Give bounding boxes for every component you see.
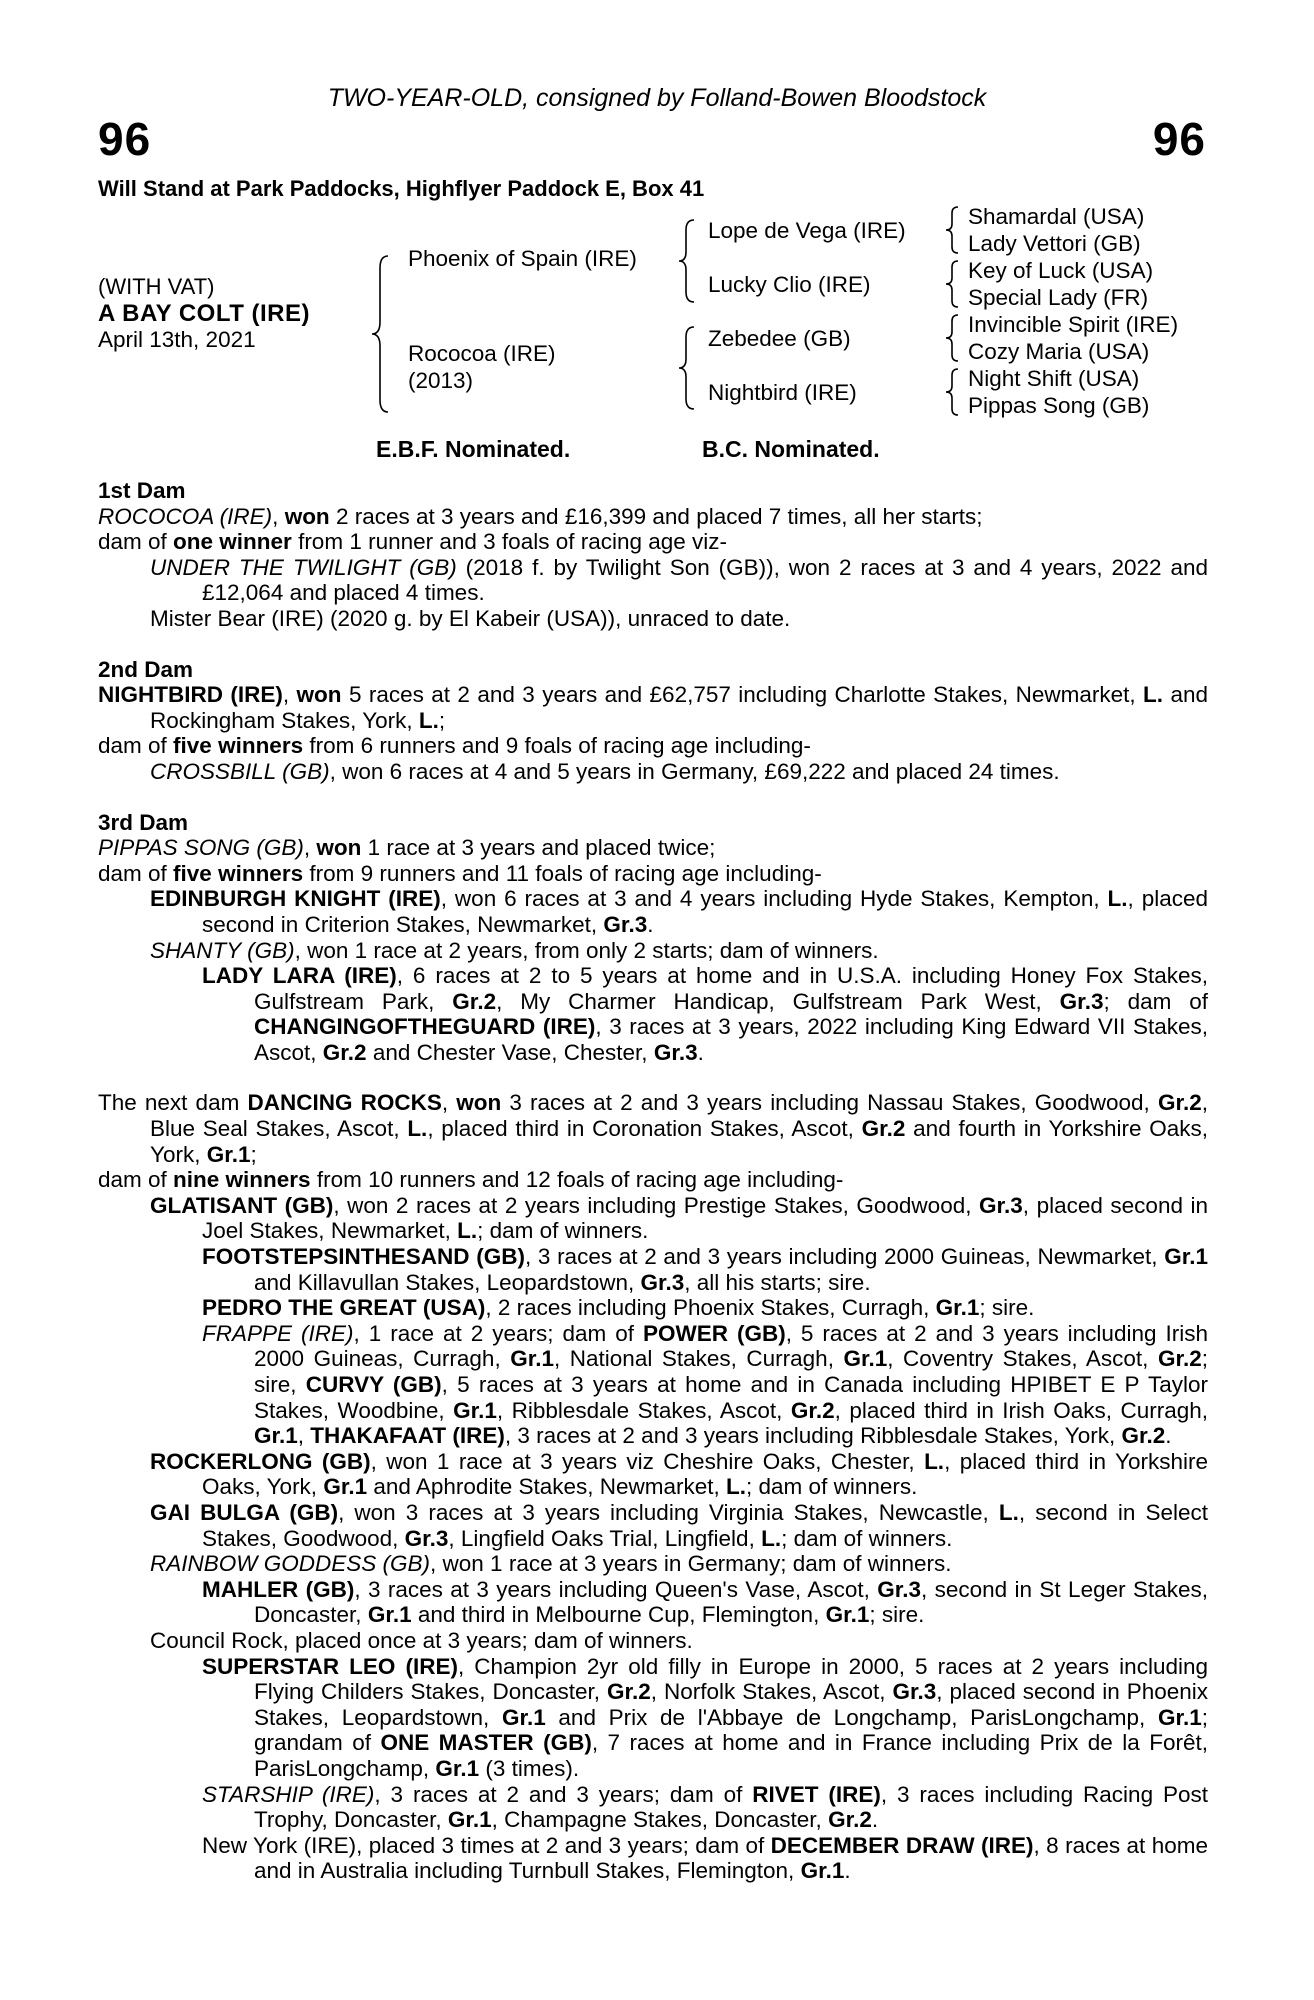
text: , 3 races at 3 years, 2022 including King Edward VII Stakes, Ascot, <box>254 1014 1208 1065</box>
grade: L. <box>726 1474 747 1500</box>
grade: Gr.1 <box>800 1858 845 1884</box>
text: , won 6 races at 3 and 4 years including Hyde Stakes, Kempton, <box>440 886 1108 912</box>
text: , won 1 race at 3 years viz Cheshire Oaks, Chester, <box>370 1448 925 1474</box>
grade: Gr.1 <box>843 1346 888 1372</box>
grade: Gr.3 <box>603 911 648 937</box>
text: , Ribblesdale Stakes, Ascot, <box>496 1397 791 1423</box>
third-dam-heading: 3rd Dam <box>98 809 189 835</box>
grade: Gr.1 <box>367 1602 412 1628</box>
first-dam-record: ROCOCOA (IRE), won 2 races at 3 years and £16,399 and placed 7 times, all her starts; <box>98 503 983 529</box>
progeny-name: EDINBURGH KNIGHT (IRE) <box>150 886 441 912</box>
text: , placed second in Joel Stakes, Newmarket, <box>202 1192 1209 1244</box>
text: , 7 races at home and in France including Prix de la Forêt, ParisLongchamp, <box>254 1730 1208 1781</box>
text: (2018 f. by Twilight Son (GB)), won 2 races at 3 and 4 years, 2022 and £12,064 and placed 4 times. <box>202 554 1208 606</box>
won-label: won <box>296 682 342 708</box>
ebf-nominated: E.B.F. Nominated. <box>376 436 571 462</box>
grade: L. <box>418 707 439 733</box>
text: , 6 races at 2 to 5 years at home and in U.S.A. including Honey Fox Stakes, Gulfstream Park, <box>254 963 1208 1014</box>
granddam-2: Special Lady (FR) <box>968 285 1149 310</box>
third-dam-name: PIPPAS SONG (GB) <box>98 835 304 861</box>
won-label: won <box>284 503 330 529</box>
grade: Gr.1 <box>323 1474 368 1500</box>
grade: Gr.1 <box>825 1602 870 1628</box>
granddam-4: Pippas Song (GB) <box>968 393 1150 418</box>
text: , Blue Seal Stakes, Ascot, <box>150 1090 1208 1142</box>
text: The next dam <box>98 1090 248 1116</box>
text: from 9 runners and 11 foals of racing age including- <box>303 860 822 886</box>
progeny-name: MAHLER (GB) <box>202 1576 355 1602</box>
granddam-3: Cozy Maria (USA) <box>968 339 1150 364</box>
first-dam-heading: 1st Dam <box>98 478 186 503</box>
pedigree-brace-dam <box>676 325 698 411</box>
won-label: won <box>316 835 362 861</box>
text: ; <box>250 1141 257 1167</box>
progeny-name: GLATISANT (GB) <box>150 1192 334 1218</box>
produce-rockerlong <box>98 1449 1208 1500</box>
produce-starship <box>98 1782 1208 1833</box>
produce-rainbow-goddess <box>98 1551 1208 1577</box>
grade: L. <box>761 1525 782 1551</box>
next-dam-record: The next dam DANCING ROCKS, won 3 races at 2 and 3 years including Nassau Stakes, Goodwood, Gr.2, Blue Seal Stakes, Ascot, L., placed third in Coronation Stakes, Ascot, Gr.2 and fourth in Yorkshire Oaks, York, Gr.1; <box>98 1090 1209 1167</box>
grade: Gr.2 <box>790 1397 835 1423</box>
grade: L. <box>1107 886 1128 912</box>
grade: Gr.2 <box>322 1039 367 1065</box>
lot-number-right: 96 <box>1152 113 1206 165</box>
dam-name: Rococoa (IRE) <box>408 341 556 366</box>
text: , My Charmer Handicap, Gulfstream Park West, <box>496 988 1060 1014</box>
progeny-name: SUPERSTAR LEO (IRE) <box>202 1653 458 1679</box>
lot-number-left: 96 <box>98 113 152 165</box>
text: ; <box>438 707 446 733</box>
grade: Gr.2 <box>606 1679 651 1705</box>
pedigree-brace-main <box>368 254 394 414</box>
pedigree-brace-g3 <box>944 313 960 363</box>
text: , won 2 races at 2 years including Prestige Stakes, Goodwood, <box>333 1192 980 1218</box>
text: , Lingfield Oaks Trial, Lingfield, <box>448 1525 762 1551</box>
text: and Rockingham Stakes, York, <box>150 682 1208 733</box>
text: , Coventry Stakes, Ascot, <box>887 1346 1158 1372</box>
text: , 3 races at 2 and 3 years; dam of <box>374 1781 753 1807</box>
text: dam of <box>98 733 174 759</box>
first-dam-name: ROCOCOA (IRE) <box>98 503 273 529</box>
catalogue-body <box>98 478 1208 1884</box>
winner-count: five winners <box>173 733 304 759</box>
third-dam-produce-2 <box>98 938 1208 964</box>
grade: L. <box>407 1116 428 1142</box>
text: and Killavullan Stakes, Leopardstown, <box>254 1269 641 1295</box>
text: , second in St Leger Stakes, Doncaster, <box>254 1576 1209 1628</box>
third-dam-record: PIPPAS SONG (GB), won 1 race at 3 years and placed twice; <box>98 835 716 861</box>
text: , 8 races at home and in Australia including Turnbull Stakes, Flemington, <box>254 1832 1208 1884</box>
text: and Aphrodite Stakes, Newmarket, <box>367 1474 727 1500</box>
grade: Gr.2 <box>1121 1423 1166 1449</box>
text: , won 1 race at 2 years, from only 2 starts; dam of winners. <box>294 937 879 963</box>
bc-nominated: B.C. Nominated. <box>702 436 880 462</box>
grade: Gr.1 <box>435 1755 480 1781</box>
text: , 1 race at 2 years; dam of <box>353 1320 643 1346</box>
text: and third in Melbourne Cup, Flemington, <box>411 1602 826 1628</box>
produce-frappe <box>98 1321 1208 1449</box>
text: ; dam of winners. <box>746 1474 918 1500</box>
grade: Gr.3 <box>640 1269 685 1295</box>
progeny-name: PEDRO THE GREAT (USA) <box>202 1295 486 1321</box>
text: (3 times). <box>479 1755 580 1781</box>
text: , all his starts; sire. <box>684 1269 871 1295</box>
third-dam-grandproduce-1 <box>98 963 1208 1065</box>
produce-council-rock: Council Rock, placed once at 3 years; dam of winners. <box>150 1627 693 1653</box>
winner-count: five winners <box>173 860 304 886</box>
grandsire-4: Night Shift (USA) <box>968 366 1140 391</box>
progeny-name: CHANGINGOFTHEGUARD (IRE) <box>254 1014 596 1040</box>
produce-glatisant <box>98 1193 1208 1244</box>
text: from 10 runners and 12 foals of racing age including- <box>310 1167 844 1193</box>
grade: L. <box>457 1218 478 1244</box>
progeny-name: SHANTY (GB) <box>150 937 295 963</box>
grade: Gr.2 <box>861 1116 906 1142</box>
vat-note: (WITH VAT) <box>98 274 215 299</box>
text: ; dam of winners. <box>477 1218 649 1244</box>
progeny-name: FRAPPE (IRE) <box>202 1320 354 1346</box>
grade: Gr.1 <box>254 1423 298 1449</box>
sire-sire-name: Lope de Vega (IRE) <box>708 218 906 243</box>
text: ; grandam of <box>254 1704 1208 1756</box>
text: ; dam of <box>1103 988 1208 1014</box>
grandsire-2: Key of Luck (USA) <box>968 258 1154 283</box>
second-dam-record: NIGHTBIRD (IRE), won 5 races at 2 and 3 years and £62,757 including Charlotte Stakes, Newmarket, L. and Rockingham Stakes, York, L.; <box>98 682 1208 733</box>
text: . <box>1165 1423 1172 1449</box>
grade: Gr.3 <box>653 1039 698 1065</box>
text: New York (IRE), placed 3 times at 2 and 3 years; dam of <box>202 1832 771 1858</box>
text: , won 3 races at 3 years including Virginia Stakes, Newcastle, <box>338 1499 999 1525</box>
grade: Gr.2 <box>452 988 497 1014</box>
consignment-line: TWO-YEAR-OLD, consigned by Folland-Bowen Bloodstock <box>327 84 987 112</box>
text: , won 6 races at 4 and 5 years in Germany, £69,222 and placed 24 times. <box>329 758 1060 784</box>
pedigree-brace-g4 <box>944 367 960 417</box>
progeny-name: POWER (GB) <box>642 1320 786 1346</box>
grade: L. <box>1143 682 1164 708</box>
progeny-name: ROCKERLONG (GB) <box>150 1448 371 1474</box>
grandsire-3: Invincible Spirit (IRE) <box>968 312 1179 337</box>
grade: Gr.1 <box>1164 1244 1208 1270</box>
first-dam-produce-1 <box>98 555 1208 606</box>
progeny-name: CROSSBILL (GB) <box>150 758 330 784</box>
produce-superstar-leo <box>98 1654 1208 1782</box>
third-dam-produce-summary <box>98 861 1208 887</box>
text: dam of <box>98 529 174 555</box>
text: 2 races at 3 years and £16,399 and placed 7 times, all her starts; <box>329 503 983 529</box>
produce-mahler <box>98 1577 1208 1628</box>
won-label: won <box>456 1090 502 1116</box>
progeny-name: GAI BULGA (GB) <box>150 1499 339 1525</box>
text: , second in Select Stakes, Goodwood, <box>202 1499 1209 1551</box>
text: , Norfolk Stakes, Ascot, <box>650 1679 893 1705</box>
text: ; sire. <box>979 1295 1035 1321</box>
progeny-name: THAKAFAAT (IRE) <box>310 1423 505 1449</box>
text: , placed third in Irish Oaks, Curragh, <box>834 1397 1209 1423</box>
grade: Gr.2 <box>1157 1090 1202 1116</box>
text: , won 1 race at 3 years in Germany; dam of winners. <box>430 1551 952 1577</box>
dam-year: (2013) <box>408 368 474 393</box>
grade: Gr.1 <box>447 1807 492 1833</box>
winner-count: nine winners <box>173 1167 311 1193</box>
grade: Gr.1 <box>501 1704 546 1730</box>
progeny-name: LADY LARA (IRE) <box>202 963 397 989</box>
first-dam-produce-2: Mister Bear (IRE) (2020 g. by El Kabeir (USA)), unraced to date. <box>150 605 791 631</box>
grade: Gr.3 <box>404 1525 449 1551</box>
granddam-1: Lady Vettori (GB) <box>968 231 1141 256</box>
first-dam-produce-summary <box>98 529 1208 555</box>
text: from 1 runner and 3 foals of racing age viz- <box>291 529 728 555</box>
second-dam-produce-1 <box>98 759 1208 785</box>
text: ; sire. <box>869 1602 925 1628</box>
text: , placed second in Criterion Stakes, Newmarket, <box>202 886 1208 937</box>
progeny-name: UNDER THE TWILIGHT (GB) <box>150 554 457 580</box>
second-dam-produce-summary <box>98 733 1208 759</box>
text: . <box>697 1039 704 1065</box>
grade: Gr.3 <box>1059 988 1104 1014</box>
grade: Gr.1 <box>206 1141 251 1167</box>
text: , 3 races at 2 and 3 years including 2000 Guineas, Newmarket, <box>524 1244 1165 1270</box>
produce-new-york <box>98 1833 1208 1884</box>
text: 5 races at 2 and 3 years and £62,757 including Charlotte Stakes, Newmarket, <box>341 682 1144 708</box>
text: , placed third in Coronation Stakes, Ascot, <box>427 1116 862 1142</box>
grandsire-1: Shamardal (USA) <box>968 204 1145 229</box>
text: , National Stakes, Curragh, <box>554 1346 844 1372</box>
grade: Gr.3 <box>892 1679 937 1705</box>
text: and Chester Vase, Chester, <box>366 1039 654 1065</box>
text: , 3 races including Racing Post Trophy, Doncaster, <box>254 1781 1208 1833</box>
text: and Prix de l'Abbaye de Longchamp, ParisLongchamp, <box>545 1704 1158 1730</box>
dam-sire-name: Zebedee (GB) <box>708 326 851 351</box>
next-dam-produce-summary <box>98 1167 1208 1193</box>
grade: Gr.3 <box>979 1192 1023 1218</box>
winner-count: one winner <box>173 529 292 555</box>
text: , 5 races at 2 and 3 years including Irish 2000 Guineas, Curragh, <box>254 1320 1208 1372</box>
text: . <box>647 911 654 937</box>
text: , 3 races at 3 years including Queen's Vase, Ascot, <box>354 1576 878 1602</box>
grade: L. <box>998 1499 1019 1525</box>
progeny-name: FOOTSTEPSINTHESAND (GB) <box>202 1244 525 1270</box>
produce-gai-bulga <box>98 1500 1208 1551</box>
sire-dam-name: Lucky Clio (IRE) <box>708 272 871 297</box>
pedigree-brace-sire <box>676 218 698 304</box>
dam-dam-name: Nightbird (IRE) <box>708 380 857 405</box>
text: ; sire, <box>254 1346 1208 1397</box>
text: , Champion 2yr old filly in Europe in 2000, 5 races at 2 years including Flying Childers Stakes, Doncaster, <box>254 1653 1208 1705</box>
grade: Gr.3 <box>877 1576 921 1602</box>
grade: Gr.1 <box>510 1346 554 1372</box>
pedigree-brace-g2 <box>944 259 960 309</box>
text: , Champagne Stakes, Doncaster, <box>491 1807 829 1833</box>
produce-footstepsinthesand <box>98 1244 1208 1295</box>
text: 1 race at 3 years and placed twice; <box>361 835 716 861</box>
progeny-name: CURVY (GB) <box>305 1372 442 1397</box>
text: . <box>871 1807 879 1833</box>
progeny-name: ONE MASTER (GB) <box>380 1730 592 1756</box>
text: , 5 races at 3 years at home and in Canada including HPIBET E P Taylor Stakes, Woodbine, <box>254 1372 1208 1423</box>
progeny-name: RAINBOW GODDESS (GB) <box>150 1551 431 1577</box>
text: dam of <box>98 860 174 886</box>
text: , 3 races at 2 and 3 years including Ribblesdale Stakes, York, <box>504 1423 1122 1449</box>
text: , placed third in Yorkshire Oaks, York, <box>202 1448 1208 1500</box>
produce-pedro-the-great <box>98 1295 1208 1321</box>
text: , <box>297 1423 311 1449</box>
sire-name: Phoenix of Spain (IRE) <box>408 246 637 271</box>
progeny-name: STARSHIP (IRE) <box>202 1781 375 1807</box>
text: ; dam of winners. <box>781 1525 953 1551</box>
grade: Gr.1 <box>1157 1704 1202 1730</box>
pedigree-brace-g1 <box>944 205 960 255</box>
grade: Gr.2 <box>828 1807 872 1833</box>
progeny-name: DECEMBER DRAW (IRE) <box>770 1832 1034 1858</box>
progeny-name: RIVET (IRE) <box>752 1781 881 1807</box>
stand-location: Will Stand at Park Paddocks, Highflyer Paddock E, Box 41 <box>98 176 705 201</box>
text: . <box>844 1858 851 1884</box>
foaling-date: April 13th, 2021 <box>98 327 256 352</box>
second-dam-name: NIGHTBIRD (IRE) <box>98 682 283 708</box>
grade: Gr.1 <box>935 1295 980 1321</box>
text: and fourth in Yorkshire Oaks, York, <box>150 1116 1209 1167</box>
third-dam-produce-1 <box>98 886 1208 937</box>
next-dam-name: DANCING ROCKS <box>247 1090 442 1116</box>
horse-name: A BAY COLT (IRE) <box>98 300 311 327</box>
text: , 2 races including Phoenix Stakes, Curragh, <box>485 1295 936 1321</box>
grade: Gr.2 <box>1157 1346 1202 1372</box>
grade: L. <box>924 1448 945 1474</box>
text: from 6 runners and 9 foals of racing age including- <box>303 733 811 759</box>
text: dam of <box>98 1167 174 1193</box>
text: 3 races at 2 and 3 years including Nassau Stakes, Goodwood, <box>501 1090 1158 1116</box>
grade: Gr.1 <box>453 1397 497 1423</box>
text: , placed second in Phoenix Stakes, Leopardstown, <box>254 1679 1209 1730</box>
second-dam-heading: 2nd Dam <box>98 656 194 682</box>
